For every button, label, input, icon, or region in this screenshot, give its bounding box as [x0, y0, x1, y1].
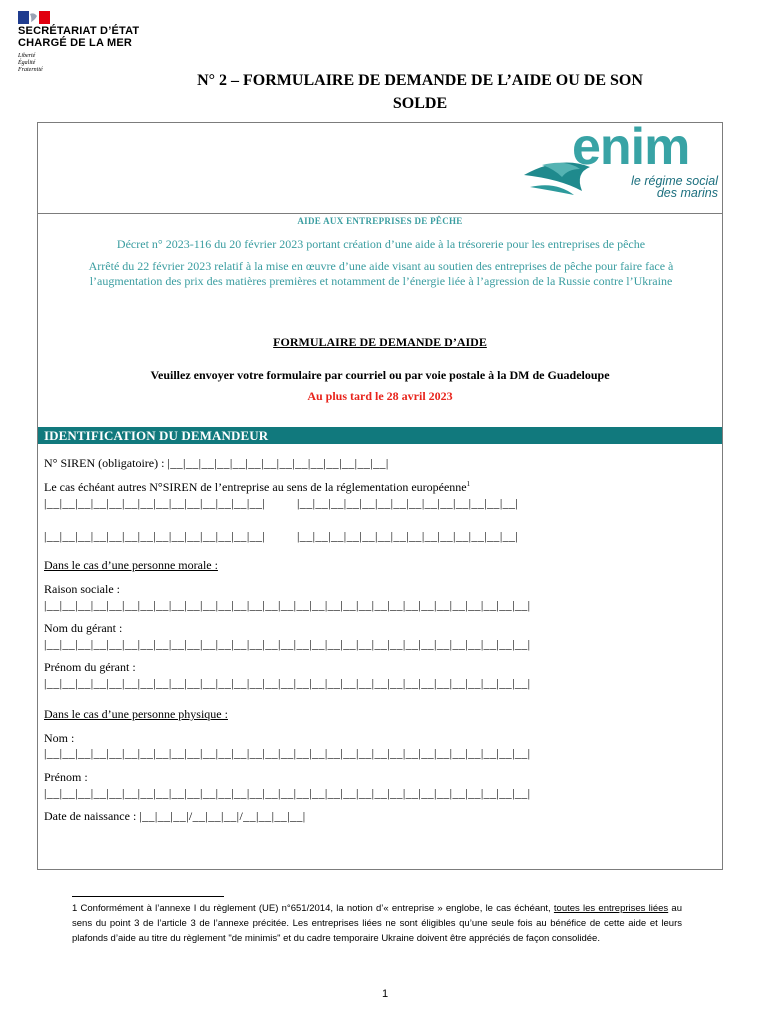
other-siren-input-4[interactable]: |__|__|__|__|__|__|__|__|__|__|__|__|__|__|	[297, 529, 519, 543]
send-instruction: Veuillez envoyer votre formulaire par courriel ou par voie postale à la DM de Guadeloupe	[150, 368, 610, 382]
decret-reference: Décret n° 2023-116 du 20 février 2023 portant création d’une aide à la trésorerie pour les entreprises de pêche	[116, 237, 646, 251]
enim-wordmark: enim	[572, 118, 690, 176]
prenom-label: Prénom :	[44, 770, 88, 784]
marianne-flag-icon	[18, 11, 50, 24]
footnote-text-c: au sens du point 3 de l’article 3 de l’annexe précitée. Les entreprises liées ne sont éligibles qu’une seule fois au bénéfice de cette aide et leurs plafonds d’aide au titre du règlement "de minimis" et du cadre temporaire Ukraine doivent être appréciés de façon consolidée.	[72, 903, 682, 944]
title-line-2: SOLDE	[392, 95, 448, 112]
morale-heading: Dans le cas d’une personne morale :	[44, 558, 218, 572]
footnote-rule	[72, 896, 224, 897]
physique-heading: Dans le cas d’une personne physique :	[44, 707, 228, 721]
footnote-text-a: Conformément à l’annexe I du règlement (UE) n°651/2014, la notion d’« entreprise » englobe, le cas échéant,	[77, 903, 551, 914]
siren-input[interactable]: |__|__|__|__|__|__|__|__|__|__|__|__|__|__|	[167, 456, 389, 470]
motto-egalite: Égalité	[18, 60, 36, 66]
document-title	[120, 69, 720, 115]
form-subtitle: FORMULAIRE DE DEMANDE D’AIDE	[273, 335, 487, 349]
naissance-row	[44, 809, 306, 824]
enim-tagline-2: des marins	[656, 186, 718, 200]
enim-tagline	[612, 175, 718, 199]
header-divider	[37, 213, 723, 214]
org-line-1: SECRÉTARIAT D’ÉTAT	[18, 25, 140, 37]
aide-title: AIDE AUX ENTREPRISES DE PÊCHE	[297, 216, 463, 226]
nom-input[interactable]: |__|__|__|__|__|__|__|__|__|__|__|__|__|__|__|__|__|__|__|__|__|__|__|__|__|__|__|__|__|__|__|	[44, 746, 531, 760]
organisation-name	[18, 25, 139, 49]
prenom-input[interactable]: |__|__|__|__|__|__|__|__|__|__|__|__|__|__|__|__|__|__|__|__|__|__|__|__|__|__|__|__|__|__|__|	[44, 786, 531, 800]
other-siren-input-3[interactable]: |__|__|__|__|__|__|__|__|__|__|__|__|__|__|	[44, 529, 266, 543]
raison-sociale-input[interactable]: |__|__|__|__|__|__|__|__|__|__|__|__|__|__|__|__|__|__|__|__|__|__|__|__|__|__|__|__|__|__|__|	[44, 598, 531, 612]
deadline-notice: Au plus tard le 28 avril 2023	[307, 389, 453, 403]
section-title: IDENTIFICATION DU DEMANDEUR	[44, 428, 269, 443]
other-siren-input-2[interactable]: |__|__|__|__|__|__|__|__|__|__|__|__|__|__|	[297, 496, 519, 510]
footnote	[72, 901, 682, 946]
gerant-nom-label: Nom du gérant :	[44, 621, 123, 635]
footnote-underlined: toutes les entreprises liées	[553, 903, 669, 914]
raison-sociale-label: Raison sociale :	[44, 582, 120, 596]
nom-label: Nom :	[44, 731, 75, 745]
footnote-number: 1	[72, 903, 78, 914]
page-number: 1	[381, 988, 389, 1000]
motto-liberte: Liberté	[18, 53, 36, 59]
footnote-ref: 1	[466, 480, 471, 488]
gerant-nom-input[interactable]: |__|__|__|__|__|__|__|__|__|__|__|__|__|__|__|__|__|__|__|__|__|__|__|__|__|__|__|__|__|__|__|	[44, 637, 531, 651]
naissance-label: Date de naissance :	[44, 809, 137, 823]
gerant-prenom-input[interactable]: |__|__|__|__|__|__|__|__|__|__|__|__|__|__|__|__|__|__|__|__|__|__|__|__|__|__|__|__|__|__|__|	[44, 676, 531, 690]
title-line-1: N° 2 – FORMULAIRE DE DEMANDE DE L’AIDE OU DE SON	[197, 72, 643, 89]
gerant-prenom-label: Prénom du gérant :	[44, 660, 136, 674]
siren-label: N° SIREN (obligatoire) :	[44, 456, 165, 470]
enim-logo	[520, 118, 722, 207]
naissance-input[interactable]: |__|__|__|/__|__|__|/__|__|__|__|	[139, 809, 306, 823]
enim-tagline-1: le régime social	[631, 174, 718, 188]
other-siren-input-1[interactable]: |__|__|__|__|__|__|__|__|__|__|__|__|__|__|	[44, 496, 266, 510]
org-line-2: CHARGÉ DE LA MER	[18, 37, 133, 49]
other-siren-label	[44, 480, 470, 495]
arrete-reference: Arrêté du 22 février 2023 relatif à la mise en œuvre d’une aide visant au soutien des entreprises de pêche pour faire face à l’augmentation des prix des matières premières et notamment de l’énergie liée à l’agression de la Russie contre l’Ukraine	[88, 259, 674, 288]
siren-row	[44, 456, 389, 471]
motto-fraternite: Fraternité	[18, 67, 43, 73]
republic-motto	[18, 53, 43, 74]
other-siren-text: Le cas échéant autres N°SIREN de l’entreprise au sens de la réglementation européenne	[44, 480, 467, 494]
